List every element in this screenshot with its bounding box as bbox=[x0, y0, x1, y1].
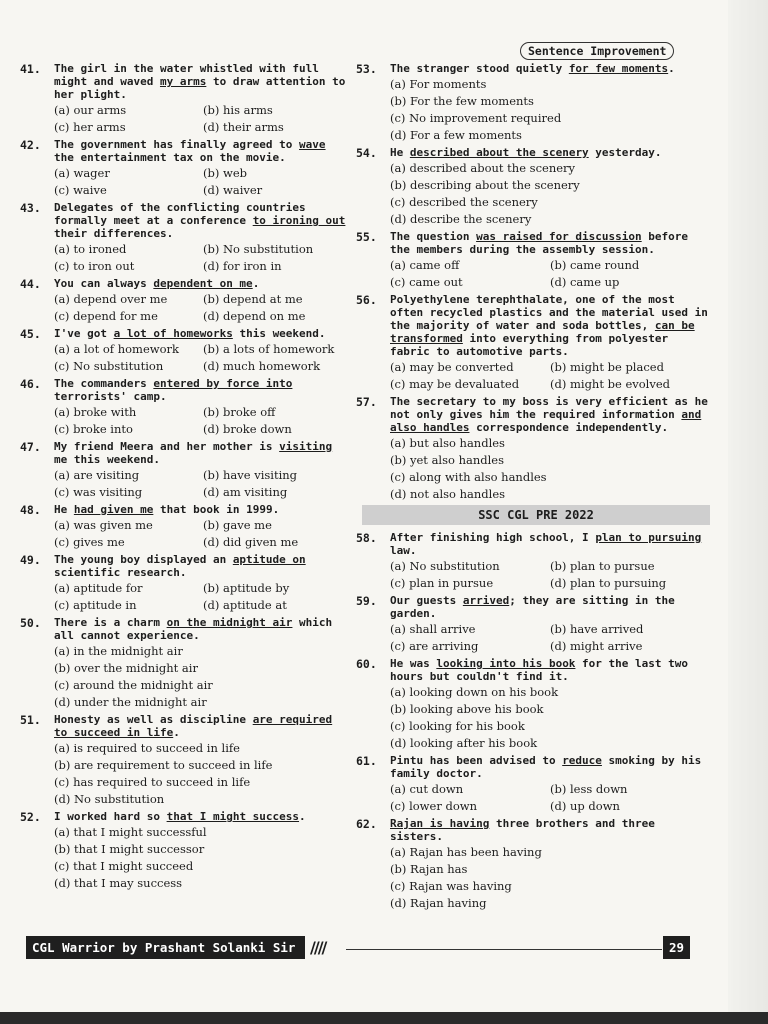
question-number: 43. bbox=[20, 201, 41, 215]
question-text-part: which all cannot experience. bbox=[54, 616, 333, 642]
question-text-part: Our guests bbox=[390, 594, 463, 607]
question-item bbox=[20, 616, 352, 711]
question-text bbox=[54, 440, 352, 466]
answer-option: (c) are arriving bbox=[390, 639, 479, 653]
question-item bbox=[20, 62, 352, 136]
answer-option: (a) a lot of homework bbox=[54, 342, 179, 356]
answer-option: (a) looking down on his book bbox=[390, 685, 559, 699]
answer-option: (d) plan to pursuing bbox=[550, 576, 667, 590]
question-text-part: . bbox=[173, 726, 180, 739]
question-number: 56. bbox=[356, 293, 377, 307]
answer-option: (c) broke into bbox=[54, 422, 133, 436]
question-text bbox=[54, 327, 352, 340]
answer-option: (d) broke down bbox=[203, 422, 292, 436]
underlined-phrase: entered by force into bbox=[153, 377, 293, 390]
answer-option: (c) came out bbox=[390, 275, 463, 289]
question-item bbox=[20, 553, 352, 614]
answer-option: (d) describe the scenery bbox=[390, 212, 532, 226]
underlined-phrase: aptitude on bbox=[232, 553, 306, 566]
question-text-part: The secretary to my boss is very efficient as he not only gives him the required information bbox=[390, 395, 708, 421]
answer-option: (c) to iron out bbox=[54, 259, 135, 273]
answer-option: (d) under the midnight air bbox=[54, 695, 207, 709]
left-column bbox=[20, 62, 352, 894]
page-number: 29 bbox=[663, 936, 690, 959]
underlined-phrase: had given me bbox=[73, 503, 154, 516]
answer-option: (d) for iron in bbox=[203, 259, 282, 273]
underlined-phrase: described about the scenery bbox=[409, 146, 589, 159]
option-list bbox=[390, 435, 710, 503]
answer-option: (a) cut down bbox=[390, 782, 464, 796]
answer-option: (b) No substitution bbox=[203, 242, 314, 256]
question-number: 58. bbox=[356, 531, 377, 545]
answer-option: (a) shall arrive bbox=[390, 622, 476, 636]
answer-option: (d) that I may success bbox=[54, 876, 183, 890]
answer-option: (d) am visiting bbox=[203, 485, 288, 499]
question-number: 45. bbox=[20, 327, 41, 341]
question-number: 51. bbox=[20, 713, 41, 727]
question-text-part: three brothers and three sisters. bbox=[390, 817, 655, 843]
answer-option: (b) that I might successor bbox=[54, 842, 205, 856]
answer-option: (a) in the midnight air bbox=[54, 644, 183, 658]
answer-option: (d) waiver bbox=[203, 183, 263, 197]
question-text-part: I worked hard so bbox=[54, 810, 167, 823]
question-number: 61. bbox=[356, 754, 377, 768]
question-text-part: ; they are sitting in the garden. bbox=[390, 594, 675, 620]
underlined-phrase: Rajan is having bbox=[390, 817, 490, 830]
option-list bbox=[390, 621, 710, 655]
underlined-phrase: my arms bbox=[159, 75, 207, 88]
answer-option: (a) broke with bbox=[54, 405, 137, 419]
question-item bbox=[356, 146, 710, 228]
answer-option: (d) their arms bbox=[203, 120, 284, 134]
answer-option: (a) wager bbox=[54, 166, 110, 180]
question-text bbox=[54, 713, 352, 739]
answer-option: (b) have arrived bbox=[550, 622, 644, 636]
answer-option: (a) may be converted bbox=[390, 360, 514, 374]
answer-option: (d) did given me bbox=[203, 535, 299, 549]
question-item bbox=[356, 62, 710, 144]
question-text-part: law. bbox=[390, 544, 417, 557]
question-item bbox=[356, 293, 710, 393]
option-list bbox=[390, 684, 710, 752]
underlined-phrase: arrived bbox=[462, 594, 510, 607]
question-text-part: There is a charm bbox=[54, 616, 167, 629]
answer-option: (c) along with also handles bbox=[390, 470, 547, 484]
option-list bbox=[390, 257, 710, 291]
page-footer bbox=[26, 936, 690, 962]
question-text bbox=[54, 201, 352, 240]
question-text bbox=[54, 62, 352, 101]
answer-option: (d) much homework bbox=[203, 359, 321, 373]
answer-option: (c) depend for me bbox=[54, 309, 158, 323]
question-text bbox=[54, 810, 352, 823]
question-text-part: My friend Meera and her mother is bbox=[54, 440, 280, 453]
question-item bbox=[20, 713, 352, 808]
question-text bbox=[54, 553, 352, 579]
answer-option: (c) plan in pursue bbox=[390, 576, 494, 590]
answer-option: (a) that I might successful bbox=[54, 825, 207, 839]
question-item bbox=[20, 377, 352, 438]
underlined-phrase: that I might success bbox=[166, 810, 300, 823]
answer-option: (c) that I might succeed bbox=[54, 859, 194, 873]
answer-option: (d) depend on me bbox=[203, 309, 306, 323]
question-item bbox=[356, 395, 710, 503]
answer-option: (a) Rajan has been having bbox=[390, 845, 542, 859]
question-item bbox=[20, 440, 352, 501]
question-text-part: their differences. bbox=[54, 227, 174, 240]
question-text-part: The commanders bbox=[54, 377, 154, 390]
question-text-part: . bbox=[668, 62, 675, 75]
question-text-part: After finishing high school, I bbox=[390, 531, 596, 544]
question-number: 53. bbox=[356, 62, 377, 76]
answer-option: (a) aptitude for bbox=[54, 581, 143, 595]
option-list bbox=[54, 241, 352, 275]
footer-slashes: //// bbox=[310, 938, 326, 957]
question-text-part: The government has finally agreed to bbox=[54, 138, 300, 151]
section-heading: SSC CGL PRE 2022 bbox=[362, 505, 710, 525]
underlined-phrase: can be transformed bbox=[390, 319, 695, 345]
option-list bbox=[54, 291, 352, 325]
question-text-part: into everything from polyester fabric to automotive parts. bbox=[390, 332, 669, 358]
question-text-part: the entertainment tax on the movie. bbox=[54, 151, 286, 164]
option-list bbox=[390, 76, 710, 144]
question-text-part: Honesty as well as discipline bbox=[54, 713, 253, 726]
question-item bbox=[356, 531, 710, 592]
answer-option: (c) around the midnight air bbox=[54, 678, 213, 692]
answer-option: (b) plan to pursue bbox=[550, 559, 655, 573]
answer-option: (c) her arms bbox=[54, 120, 126, 134]
question-text-part: I've got bbox=[54, 327, 114, 340]
question-item bbox=[20, 201, 352, 275]
answer-option: (b) came round bbox=[550, 258, 640, 272]
answer-option: (b) might be placed bbox=[550, 360, 664, 374]
question-text-part: smoking by his family doctor. bbox=[390, 754, 702, 780]
answer-option: (a) is required to succeed in life bbox=[54, 741, 240, 755]
question-item bbox=[356, 754, 710, 815]
answer-option: (a) to ironed bbox=[54, 242, 127, 256]
answer-option: (c) described the scenery bbox=[390, 195, 538, 209]
option-list bbox=[390, 844, 710, 912]
question-number: 42. bbox=[20, 138, 41, 152]
underlined-phrase: looking into his book bbox=[436, 657, 576, 670]
answer-option: (d) For a few moments bbox=[390, 128, 522, 142]
answer-option: (c) No improvement required bbox=[390, 111, 562, 125]
question-text-part: for the last two hours but couldn't find it. bbox=[390, 657, 689, 683]
answer-option: (b) his arms bbox=[203, 103, 273, 117]
answer-option: (d) No substitution bbox=[54, 792, 165, 806]
question-number: 44. bbox=[20, 277, 41, 291]
question-number: 47. bbox=[20, 440, 41, 454]
question-text bbox=[390, 146, 710, 159]
question-text-part: terrorists' camp. bbox=[54, 390, 167, 403]
question-text-part: me this weekend. bbox=[54, 453, 160, 466]
underlined-phrase: dependent on me bbox=[153, 277, 253, 290]
question-number: 50. bbox=[20, 616, 41, 630]
question-number: 54. bbox=[356, 146, 377, 160]
question-text bbox=[390, 817, 710, 843]
option-list bbox=[390, 160, 710, 228]
answer-option: (b) yet also handles bbox=[390, 453, 505, 467]
option-list bbox=[390, 558, 710, 592]
answer-option: (d) Rajan having bbox=[390, 896, 487, 910]
answer-option: (b) looking above his book bbox=[390, 702, 544, 716]
question-text-part: . bbox=[299, 810, 306, 823]
question-text-part: correspondence independently. bbox=[469, 421, 669, 434]
question-text bbox=[390, 754, 710, 780]
option-list bbox=[390, 359, 710, 393]
underlined-phrase: a lot of homeworks bbox=[113, 327, 233, 340]
option-list bbox=[54, 824, 352, 892]
answer-option: (a) described about the scenery bbox=[390, 161, 576, 175]
answer-option: (c) gives me bbox=[54, 535, 125, 549]
answer-option: (d) might arrive bbox=[550, 639, 643, 653]
answer-option: (a) but also handles bbox=[390, 436, 505, 450]
question-number: 59. bbox=[356, 594, 377, 608]
underlined-phrase: was raised for discussion bbox=[476, 230, 642, 243]
option-list bbox=[54, 165, 352, 199]
question-text-part: Pintu has been advised to bbox=[390, 754, 563, 767]
question-text-part: Polyethylene terephthalate, one of the most often recycled plastics and the material used in the majority of water and soda bottles, bbox=[390, 293, 708, 332]
option-list bbox=[54, 643, 352, 711]
question-item bbox=[356, 817, 710, 912]
question-text-part: this weekend. bbox=[232, 327, 326, 340]
question-item bbox=[20, 503, 352, 551]
answer-option: (a) our arms bbox=[54, 103, 127, 117]
answer-option: (a) For moments bbox=[390, 77, 487, 91]
underlined-phrase: reduce bbox=[562, 754, 602, 767]
answer-option: (d) might be evolved bbox=[550, 377, 671, 391]
question-text bbox=[54, 377, 352, 403]
option-list bbox=[54, 467, 352, 501]
option-list bbox=[54, 404, 352, 438]
answer-option: (c) lower down bbox=[390, 799, 478, 813]
question-item bbox=[20, 277, 352, 325]
underlined-phrase: are required to succeed in life bbox=[54, 713, 333, 739]
question-item bbox=[20, 327, 352, 375]
answer-option: (b) over the midnight air bbox=[54, 661, 198, 675]
underlined-phrase: and also handles bbox=[390, 408, 702, 434]
answer-option: (b) gave me bbox=[203, 518, 272, 532]
answer-option: (a) depend over me bbox=[54, 292, 168, 306]
footer-brand: CGL Warrior by Prashant Solanki Sir bbox=[26, 936, 305, 959]
question-text-part: The question bbox=[390, 230, 477, 243]
answer-option: (a) are visiting bbox=[54, 468, 140, 482]
question-text-part: that book in 1999. bbox=[153, 503, 280, 516]
question-number: 60. bbox=[356, 657, 377, 671]
page-edge-shadow bbox=[728, 0, 768, 1024]
question-text-part: yesterday. bbox=[588, 146, 662, 159]
answer-option: (c) looking for his book bbox=[390, 719, 525, 733]
underlined-phrase: to ironing out bbox=[252, 214, 346, 227]
question-item bbox=[20, 138, 352, 199]
question-text-part: before the members during the assembly session. bbox=[390, 230, 689, 256]
question-text-part: . bbox=[252, 277, 260, 290]
answer-option: (b) a lots of homework bbox=[203, 342, 335, 356]
answer-option: (d) came up bbox=[550, 275, 620, 289]
answer-option: (b) web bbox=[203, 166, 248, 180]
answer-option: (b) describing about the scenery bbox=[390, 178, 580, 192]
question-number: 55. bbox=[356, 230, 377, 244]
question-text-part: He was bbox=[390, 657, 437, 670]
question-text bbox=[390, 531, 710, 557]
underlined-phrase: for few moments bbox=[568, 62, 669, 75]
answer-option: (b) less down bbox=[550, 782, 628, 796]
option-list bbox=[390, 781, 710, 815]
question-number: 48. bbox=[20, 503, 41, 517]
answer-option: (d) not also handles bbox=[390, 487, 506, 501]
answer-option: (c) No substitution bbox=[54, 359, 164, 373]
right-column bbox=[356, 62, 710, 914]
bottom-dark-strip bbox=[0, 1012, 768, 1024]
question-number: 52. bbox=[20, 810, 41, 824]
section-tag: Sentence Improvement bbox=[520, 42, 674, 60]
answer-option: (b) have visiting bbox=[203, 468, 298, 482]
question-text bbox=[54, 616, 352, 642]
question-item bbox=[356, 594, 710, 655]
option-list bbox=[54, 341, 352, 375]
question-text bbox=[54, 277, 352, 290]
question-text bbox=[54, 138, 352, 164]
question-text-part: Delegates of the conflicting countries formally meet at a conference bbox=[54, 201, 306, 227]
question-text-part: The girl in the water whistled with full might and waved bbox=[54, 62, 319, 88]
question-text-part: scientific research. bbox=[54, 566, 187, 579]
question-text bbox=[390, 293, 710, 358]
answer-option: (c) waive bbox=[54, 183, 107, 197]
question-text-part: to draw attention to her plight. bbox=[54, 75, 346, 101]
question-text bbox=[390, 657, 710, 683]
underlined-phrase: visiting bbox=[279, 440, 333, 453]
underlined-phrase: plan to pursuing bbox=[595, 531, 702, 544]
question-text-part: The young boy displayed an bbox=[54, 553, 233, 566]
answer-option: (a) was given me bbox=[54, 518, 153, 532]
question-text bbox=[390, 230, 710, 256]
answer-option: (c) Rajan was having bbox=[390, 879, 512, 893]
question-number: 41. bbox=[20, 62, 41, 76]
question-text-part: He bbox=[54, 503, 74, 516]
answer-option: (d) up down bbox=[550, 799, 620, 813]
option-list bbox=[54, 517, 352, 551]
option-list bbox=[54, 580, 352, 614]
question-text bbox=[54, 503, 352, 516]
option-list bbox=[54, 102, 352, 136]
answer-option: (b) aptitude by bbox=[203, 581, 290, 595]
underlined-phrase: wave bbox=[299, 138, 326, 151]
answer-option: (c) aptitude in bbox=[54, 598, 137, 612]
answer-option: (c) has required to succeed in life bbox=[54, 775, 251, 789]
question-text-part: You can always bbox=[54, 277, 154, 290]
question-text bbox=[390, 62, 710, 75]
question-number: 57. bbox=[356, 395, 377, 409]
question-item bbox=[356, 657, 710, 752]
answer-option: (b) are requirement to succeed in life bbox=[54, 758, 273, 772]
question-number: 46. bbox=[20, 377, 41, 391]
question-text bbox=[390, 395, 710, 434]
answer-option: (b) depend at me bbox=[203, 292, 303, 306]
question-item bbox=[356, 230, 710, 291]
footer-rule bbox=[346, 949, 662, 950]
question-text bbox=[390, 594, 710, 620]
answer-option: (d) aptitude at bbox=[203, 598, 287, 612]
answer-option: (a) No substitution bbox=[390, 559, 500, 573]
question-text-part: He bbox=[390, 146, 410, 159]
answer-option: (b) broke off bbox=[203, 405, 276, 419]
question-text-part: The stranger stood quietly bbox=[390, 62, 569, 75]
answer-option: (b) Rajan has bbox=[390, 862, 468, 876]
question-item bbox=[20, 810, 352, 892]
option-list bbox=[54, 740, 352, 808]
answer-option: (b) For the few moments bbox=[390, 94, 534, 108]
answer-option: (c) may be devaluated bbox=[390, 377, 520, 391]
answer-option: (c) was visiting bbox=[54, 485, 143, 499]
question-number: 49. bbox=[20, 553, 41, 567]
answer-option: (d) looking after his book bbox=[390, 736, 538, 750]
answer-option: (a) came off bbox=[390, 258, 460, 272]
underlined-phrase: on the midnight air bbox=[166, 616, 293, 629]
question-number: 62. bbox=[356, 817, 377, 831]
